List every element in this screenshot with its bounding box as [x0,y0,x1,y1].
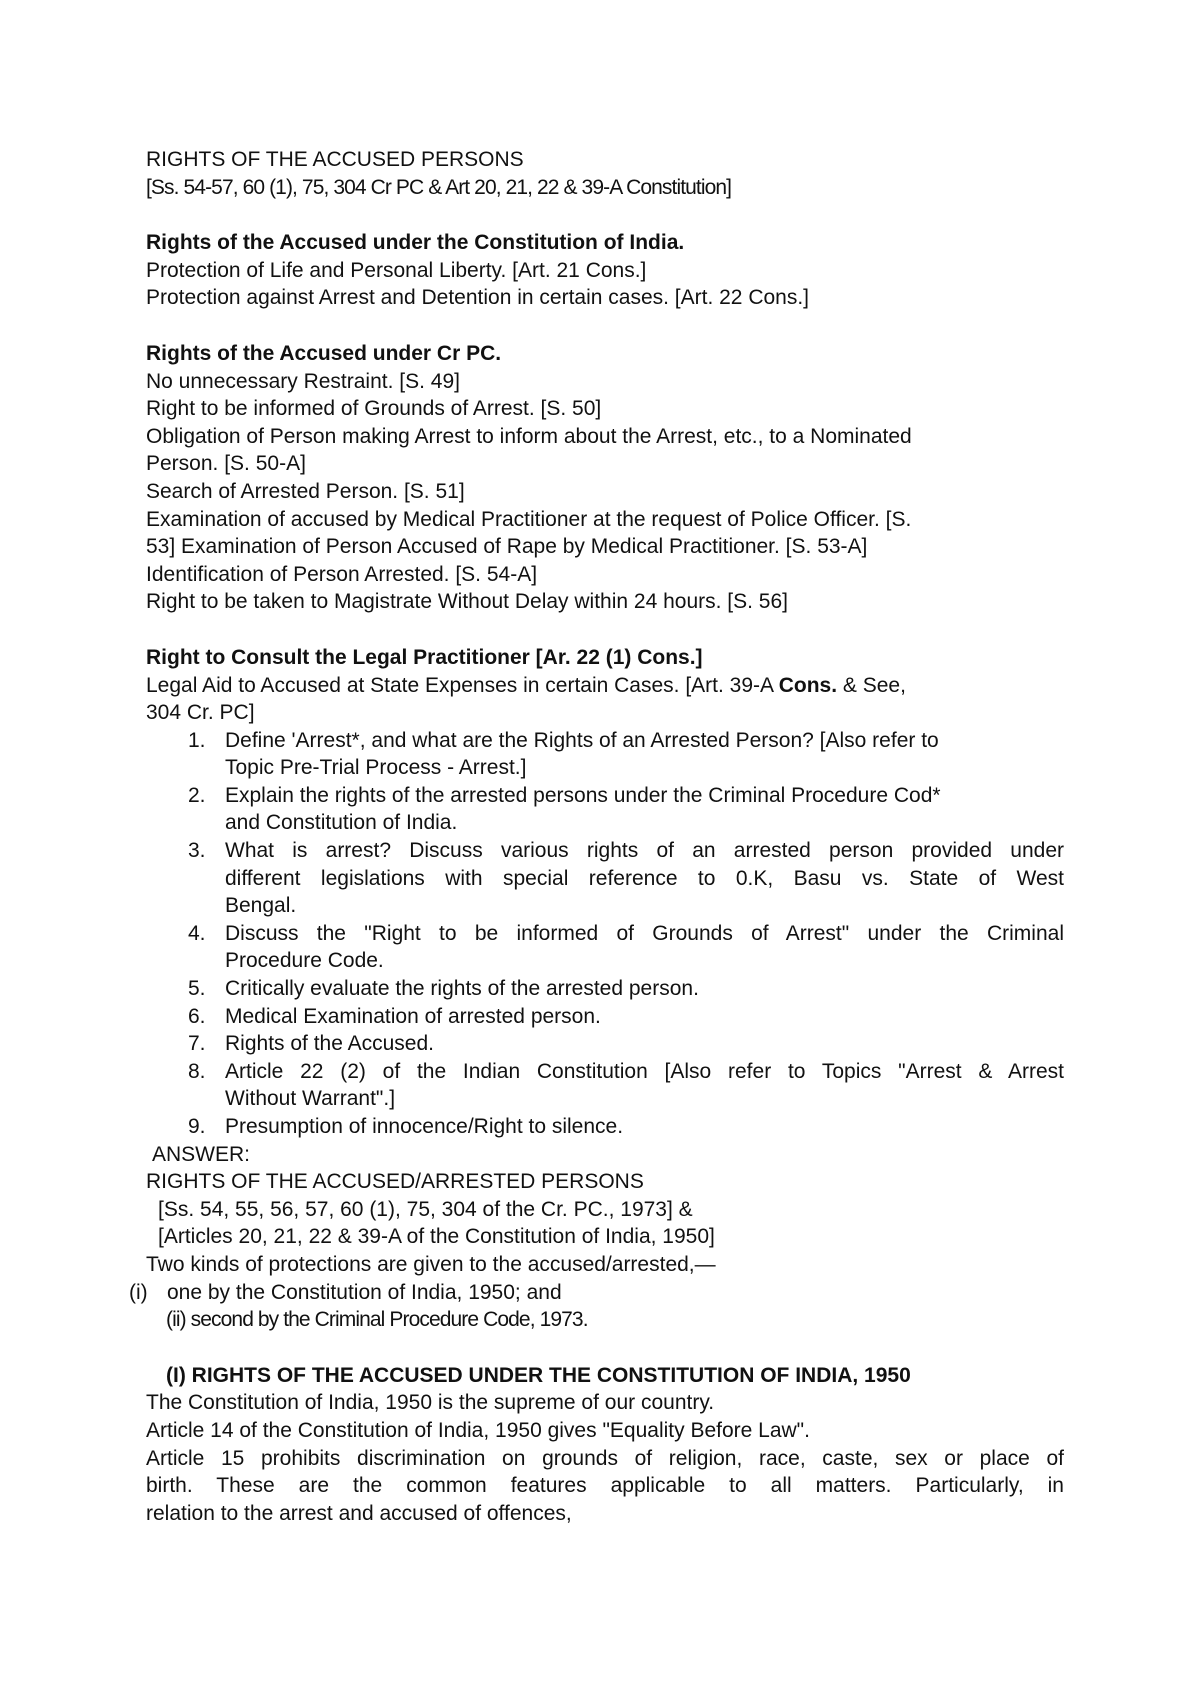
question-number: 7. [188,1032,206,1056]
part1-paragraph-line: Article 15 prohibits discrimination on grounds of religion, race, caste, sex or place of [146,1446,1064,1470]
crpc-line: No unnecessary Restraint. [S. 49] [146,369,460,393]
crpc-heading: Rights of the Accused under Cr PC. [146,341,502,365]
question-item [146,1030,1064,1058]
question-line: Discuss the "Right to be informed of Grounds of Arrest" under the Criminal [225,921,1064,945]
crpc-line: Examination of accused by Medical Practitioner at the request of Police Officer. [S. [146,507,912,531]
question-number: 1. [188,728,206,752]
question-line: Medical Examination of arrested person. [225,1004,601,1028]
sections-reference: [Ss. 54-57, 60 (1), 75, 304 Cr PC & Art 20, 21, 22 & 39-A Constitution] [146,175,732,199]
legal-aid-line-2: 304 Cr. PC] [146,701,255,725]
part1-paragraph-line: birth. These are the common features applicable to all matters. Particularly, in [146,1474,1064,1498]
crpc-line: Identification of Person Arrested. [S. 54-A] [146,562,538,586]
legal-aid-text: Legal Aid to Accused at State Expenses in certain Cases. [Art. 39-A [146,673,779,697]
question-number: 4. [188,921,206,945]
question-line: Topic Pre-Trial Process - Arrest.] [225,756,527,780]
crpc-line: Search of Arrested Person. [S. 51] [146,479,465,503]
crpc-line: Obligation of Person making Arrest to inform about the Arrest, etc., to a Nominated [146,424,912,448]
question-number: 5. [188,977,206,1001]
constitution-heading: Rights of the Accused under the Constitution of India. [146,231,685,255]
question-line: Procedure Code. [225,949,384,973]
crpc-line: Right to be informed of Grounds of Arrest. [S. 50] [146,397,602,421]
question-item [146,1113,1064,1141]
questions-list [146,727,1064,1141]
crpc-line: Right to be taken to Magistrate Without Delay within 24 hours. [S. 56] [146,590,788,614]
question-line: Define 'Arrest*, and what are the Rights of an Arrested Person? [Also refer to [225,728,939,752]
question-number: 3. [188,839,206,863]
spacer [146,616,1064,644]
part1-line: The Constitution of India, 1950 is the supreme of our country. [146,1391,715,1415]
question-line: Presumption of innocence/Right to silence. [225,1115,624,1138]
constitution-line: Protection of Life and Personal Liberty. [Art. 21 Cons.] [146,258,647,282]
question-line: Critically evaluate the rights of the arrested person. [225,977,699,1001]
question-item [146,727,1064,782]
question-line: What is arrest? Discuss various rights of an arrested person provided under [225,839,1064,863]
legal-aid-bold: Cons. [778,673,838,697]
document-page [129,146,1064,1527]
constitution-line: Protection against Arrest and Detention in certain cases. [Art. 22 Cons.] [146,286,810,310]
spacer [146,1334,1064,1362]
question-line: Bengal. [225,894,297,918]
crpc-line: Person. [S. 50-A] [146,452,306,476]
question-number: 2. [188,783,206,807]
answer-item [129,1279,1064,1307]
question-line: different legislations with special reference to 0.K, Basu vs. State of West [225,866,1064,890]
question-number: 8. [188,1059,206,1083]
answer-item-text: one by the Constitution of India, 1950; and [167,1280,562,1304]
answer-title: RIGHTS OF THE ACCUSED/ARRESTED PERSONS [146,1170,644,1194]
part1-heading: (I) RIGHTS OF THE ACCUSED UNDER THE CONSTITUTION OF INDIA, 1950 [166,1363,911,1387]
spacer [146,201,1064,229]
question-item [146,920,1064,975]
document-title: RIGHTS OF THE ACCUSED PERSONS [146,148,524,171]
question-item [146,837,1064,920]
question-item [146,975,1064,1003]
consult-heading: Right to Consult the Legal Practitioner [Ar. 22 (1) Cons.] [146,645,703,669]
question-item [146,782,1064,837]
question-line: Without Warrant".] [225,1087,396,1111]
answer-label: ANSWER: [152,1142,251,1166]
question-item [146,1003,1064,1031]
answer-reference: [Ss. 54, 55, 56, 57, 60 (1), 75, 304 of the Cr. PC., 1973] & [158,1197,693,1221]
legal-aid-text-end: & See, [837,673,906,697]
question-line: and Constitution of India. [225,811,458,835]
question-number: 6. [188,1004,206,1028]
answer-reference: [Articles 20, 21, 22 & 39-A of the Constitution of India, 1950] [158,1225,715,1249]
answer-item: (ii) second by the Criminal Procedure Code, 1973. [166,1308,588,1332]
question-line: Article 22 (2) of the Indian Constitution [Also refer to Topics "Arrest & Arrest [225,1059,1064,1083]
question-item [146,1058,1064,1113]
part1-line: Article 14 of the Constitution of India, 1950 gives "Equality Before Law". [146,1418,810,1442]
part1-paragraph-line: relation to the arrest and accused of offences, [146,1501,572,1525]
crpc-line: 53] Examination of Person Accused of Rape by Medical Practitioner. [S. 53-A] [146,535,868,559]
question-line: Explain the rights of the arrested persons under the Criminal Procedure Cod* [225,783,941,807]
question-line: Rights of the Accused. [225,1032,434,1056]
question-number: 9. [188,1115,206,1138]
answer-intro: Two kinds of protections are given to the accused/arrested,— [146,1252,716,1276]
legal-aid-line [146,672,1064,700]
spacer [146,312,1064,340]
answer-item-number: (i) [129,1280,148,1304]
